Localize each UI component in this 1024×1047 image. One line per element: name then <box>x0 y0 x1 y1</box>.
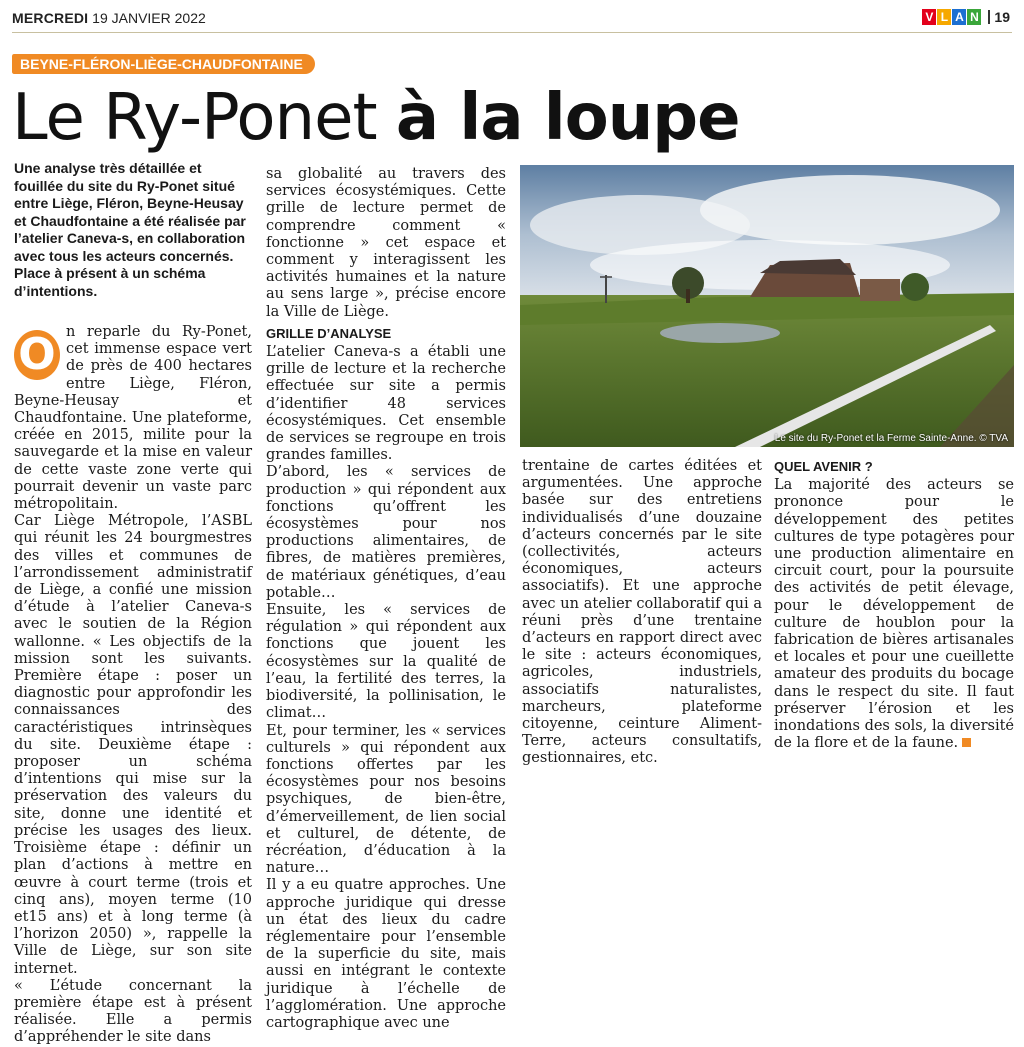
logo-letter-n: N <box>967 9 981 25</box>
col1-p1: n reparle du Ry-Ponet, cet immense espace vert de près de 400 hectares entre Liège, Fléron, Beyne-Heusay et Chaudfontaine. Une plateforme, créée en 2015, milite pour la sauvegarde et la mise en valeur de cette vaste zone verte qui pourrait devenir un vaste parc métropolitain. <box>14 324 252 513</box>
title-part-2: à la loupe <box>395 81 740 155</box>
intro-paragraph <box>14 324 252 513</box>
page-header-date <box>12 10 206 26</box>
logo-letter-v: V <box>922 9 936 25</box>
article-column-4 <box>774 458 1014 752</box>
subhead-avenir: QUEL AVENIR ? <box>774 459 873 474</box>
article-column-2 <box>266 166 506 1032</box>
article-column-1 <box>14 324 252 1047</box>
article-lead: Une analyse très détaillée et fouillée du site du Ry-Ponet situé entre Liège, Fléron, Beyne-Heusay et Chaudfontaine a été réalisée par l’atelier Caneva-s, en collaboration avec tous les acteurs concernés. Place à présent à un schéma d’intentions. <box>14 160 246 299</box>
subhead-grille: GRILLE D’ANALYSE <box>266 325 392 341</box>
header-divider <box>12 32 1012 33</box>
col3-p1: trentaine de cartes éditées et argumentées. Une approche basée sur des entretiens individualisés d’une douzaine d’acteurs concernés par le site (collectivités, acteurs économiques, acteurs associatifs). Et une approche avec un atelier collaboratif qui a réuni près d’une trentaine d’acteurs en rapport direct avec le site : acteurs économiques, agricoles, industriels, associatifs naturalistes, marcheurs, plateforme citoyenne, ceinture Aliment-Terre, acteurs consultatifs, gestionnaires, etc. <box>522 458 762 767</box>
col2-p3: D’abord, les « services de production » qui répondent aux fonctions qu’offrent les écosystèmes pour nos productions alimentaires, de fibres, de matières premières, de matériaux génétiques, d’eau potable… <box>266 464 506 601</box>
col1-p3: « L’étude concernant la première étape est à présent réalisée. Elle a permis d’appréhender le site dans <box>14 977 252 1046</box>
article-title <box>12 80 739 156</box>
logo-letter-l: L <box>937 9 951 25</box>
col2-p5: Et, pour terminer, les « services culturels » qui répondent aux fonctions offertes par les écosystèmes pour nos besoins psychiques, de bien-être, d’émerveillement, de lien social et culturel, de détente, de récréation, d’éducation à la nature… <box>266 722 506 877</box>
col2-p4: Ensuite, les « services de régulation » qui répondent aux fonctions que jouent les écosystèmes sur la qualité de l’eau, la fertilité des terres, la biodiversité, la pollinisation, le climat… <box>266 602 506 722</box>
drop-cap: O <box>14 330 60 380</box>
end-of-article-square-icon <box>962 738 971 747</box>
photo-caption: Le site du Ry-Ponet et la Ferme Sainte-Anne. © TVA <box>774 433 1008 444</box>
col1-p2: Car Liège Métropole, l’ASBL qui réunit les 24 bourgmestres des villes et communes de l’arrondissement administratif de Liège, a confié une mission d’étude à l’atelier Caneva-s avec le soutien de la Région wallonne. « Les objectifs de la mission sont les suivants. Première étape : poser un diagnostic pour approfondir les connaissances des caractéristiques intrinsèques du site. Deuxième étape : proposer un schéma d’intentions qui mise sur la préservation des valeurs du site, donne une identité et précise les usages des lieux. Troisième étape : définir un plan d’actions à mettre en œuvre à court terme (trois et cinq ans), moyen terme (10 et15 ans) et à long terme (à l’horizon 2050) », rappelle la Ville de Liège, sur son site internet. <box>14 513 252 977</box>
col4-p1-wrap <box>774 477 1014 752</box>
vlan-logo <box>922 9 1010 25</box>
section-label: BEYNE-FLÉRON-LIÈGE-CHAUDFONTAINE <box>12 54 315 74</box>
col2-p2: L’atelier Caneva-s a établi une grille de lecture et la recherche effectuée sur site a permis d’identifier 48 services écosystémiques. Cet ensemble de services se regroupe en trois grandes familles. <box>266 344 506 464</box>
article-column-3 <box>522 458 762 768</box>
col2-p1: sa globalité au travers des services écosystémiques. Cette grille de lecture permet de comprendre comment « fonctionne » cet espace et comment y interagissent les activités humaines et la nature au sens large », précise encore la Ville de Liège. <box>266 166 506 320</box>
header-day: MERCREDI <box>12 10 89 26</box>
page-number: 19 <box>988 10 1010 24</box>
farm-landscape-image <box>520 165 1014 447</box>
col2-p6: Il y a eu quatre approches. Une approche juridique qui dresse un état des lieux du cadre réglementaire pour l’ensemble de la superficie du site, mais aussi en intégrant le contexte juridique à l’échelle de l’agglomération. Une approche cartographique avec une <box>266 877 506 1031</box>
header-date: 19 JANVIER 2022 <box>92 10 206 26</box>
title-part-1: Le Ry-Ponet <box>12 81 377 155</box>
article-photo <box>520 165 1014 447</box>
col4-p1: La majorité des acteurs se prononce pour le développement des petites cultures de type potagères pour une production alimentaire en circuit court, pour la poursuite des activités de petit élevage, pour le développement de culture de houblon pour la fabrication de bières artisanales et locales et pour une cueillette amateur des produits du bocage dans le respect du site. Il faut préserver l’érosion et les inondations des sols, la diversité de la flore et de la faune. <box>774 477 1014 752</box>
logo-letter-a: A <box>952 9 966 25</box>
